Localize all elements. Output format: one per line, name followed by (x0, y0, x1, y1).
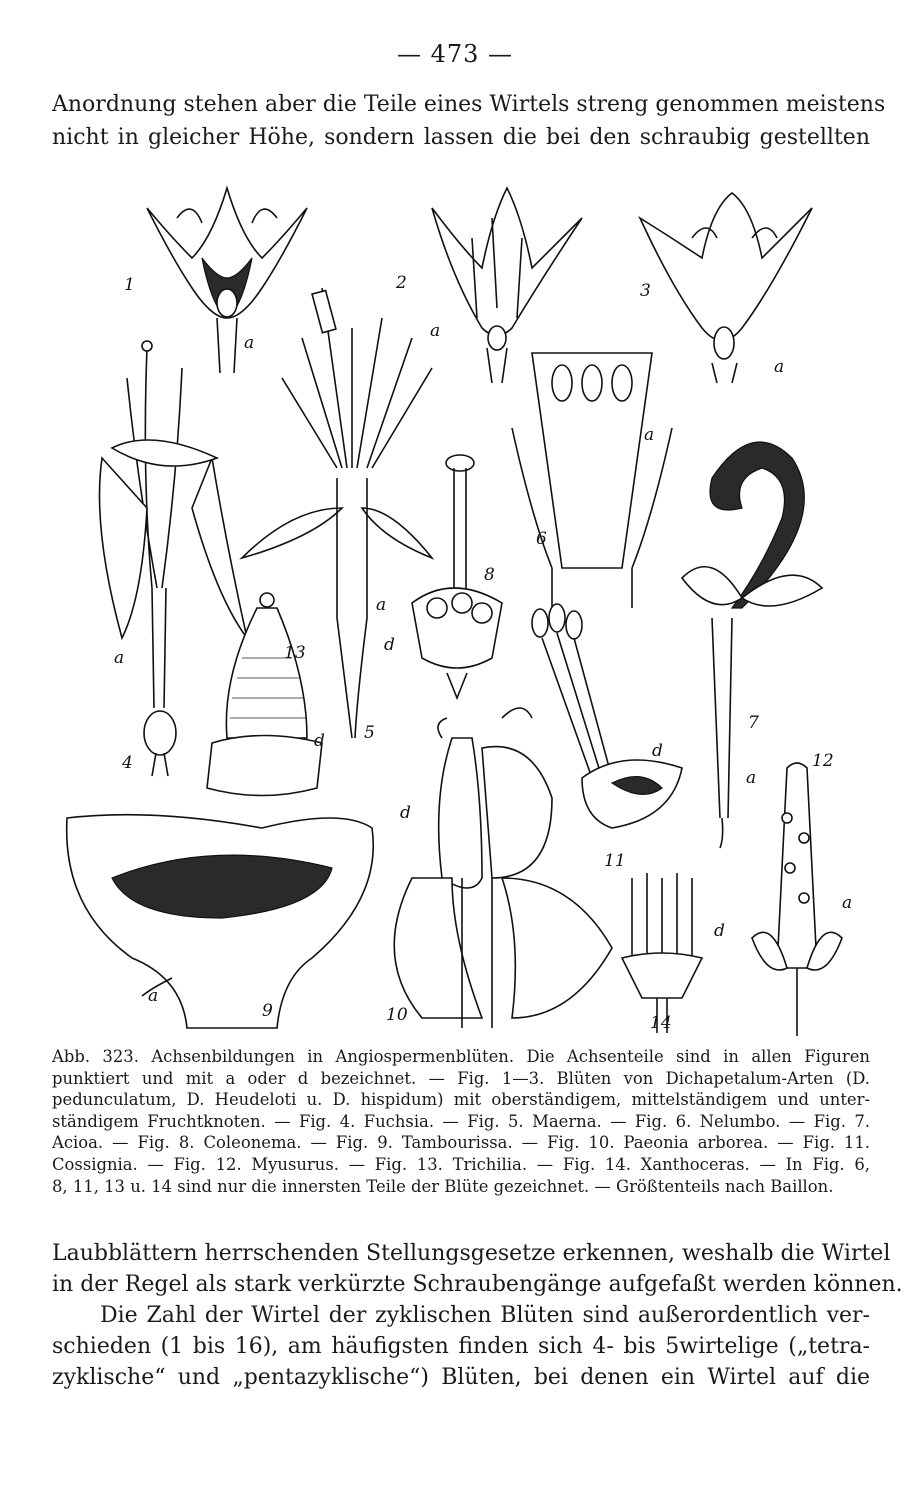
axis-label-a: a (746, 768, 757, 788)
fig-label-13: 13 (284, 643, 306, 663)
fig-label-14: 14 (650, 1013, 672, 1033)
caption-line: punktiert und mit a oder d bezeichnet. — Fig. 1—3. Blüten von Dichapetalum-Arten (D. (52, 1068, 870, 1088)
axis-label-d: d (314, 731, 325, 751)
axis-label-d: d (714, 921, 725, 941)
caption-line: Cossignia. — Fig. 12. Myusurus. — Fig. 13. Trichilia. — Fig. 14. Xanthoceras. — In Fig. 6, (52, 1154, 870, 1174)
fig-label-7: 7 (748, 713, 759, 733)
text-line: Laubblättern herrschenden Stellungsgesetze erkennen, weshalb die Wirtel (52, 1241, 891, 1266)
axis-label-a: a (114, 648, 125, 668)
caption-line: 8, 11, 13 u. 14 sind nur die innersten Teile der Blüte gezeichnet. — Größtenteils nach Baillon. (52, 1176, 834, 1196)
axis-label-a: a (644, 425, 655, 445)
axis-label-d: d (400, 803, 411, 823)
bottom-paragraph (52, 1238, 903, 1393)
text-line: in der Regel als stark verkürzte Schraubengänge aufgefaßt werden können. (52, 1272, 903, 1297)
fig-label-10: 10 (386, 1005, 408, 1025)
fig-label-4: 4 (122, 753, 133, 773)
botanical-illustration (52, 178, 872, 1036)
fig-14-drawing (622, 873, 725, 1033)
axis-label-d: d (384, 635, 395, 655)
fig-12-drawing (752, 751, 852, 1036)
fig-label-3: 3 (640, 281, 651, 301)
flower-sections-drawing (52, 178, 872, 1036)
fig-11-drawing (532, 604, 682, 871)
fig-13-drawing (207, 593, 325, 796)
fig-label-5: 5 (364, 723, 375, 743)
fig-6-drawing (512, 353, 672, 608)
caption-line: Abb. 323. Achsenbildungen in Angiospermenblüten. Die Achsenteile sind in allen Figuren (52, 1047, 870, 1066)
page-number: — 473 — (396, 40, 514, 68)
axis-label-a: a (376, 595, 387, 615)
text-line: schieden (1 bis 16), am häufigsten finden sich 4- bis 5wirtelige („tetra- (52, 1334, 870, 1359)
fig-label-8: 8 (484, 565, 495, 585)
axis-label-a: a (148, 986, 159, 1006)
axis-label-d: d (652, 741, 663, 761)
fig-label-1: 1 (124, 275, 135, 295)
axis-label-a: a (430, 321, 441, 341)
fig-3-drawing (640, 193, 812, 383)
fig-9-drawing (67, 815, 374, 1028)
fig-label-12: 12 (812, 751, 834, 771)
caption-line: Acioa. — Fig. 8. Coleonema. — Fig. 9. Tambourissa. — Fig. 10. Paeonia arborea. — Fig. 11. (52, 1133, 870, 1153)
axis-label-a: a (842, 893, 853, 913)
text-line: Die Zahl der Wirtel der zyklischen Blüten sind außerordentlich ver- (100, 1303, 870, 1328)
axis-label-a: a (244, 333, 255, 353)
caption-line: ständigem Fruchtknoten. — Fig. 4. Fuchsia. — Fig. 5. Maerna. — Fig. 6. Nelumbo. — Fig. 7. (52, 1111, 870, 1131)
fig-8-drawing (384, 455, 502, 698)
fig-label-9: 9 (262, 1001, 273, 1021)
fig-label-6: 6 (536, 529, 547, 549)
fig-label-2: 2 (396, 273, 407, 293)
figure-caption (52, 1046, 870, 1197)
text-line: nicht in gleicher Höhe, sondern lassen die bei den schraubig gestellten (52, 125, 870, 150)
axis-label-a: a (774, 357, 785, 377)
text-line: Anordnung stehen aber die Teile eines Wirtels streng genommen meistens (52, 92, 886, 117)
fig-label-11: 11 (604, 851, 626, 871)
caption-line: pedunculatum, D. Heudeloti u. D. hispidum) mit oberständigem, mittelständigem und unter- (52, 1090, 870, 1110)
top-paragraph (52, 88, 886, 154)
fig-10-drawing (386, 708, 612, 1028)
text-line: zyklische“ und „pentazyklische“) Blüten, bei denen ein Wirtel auf die (52, 1365, 870, 1390)
fig-4-drawing (100, 341, 248, 776)
